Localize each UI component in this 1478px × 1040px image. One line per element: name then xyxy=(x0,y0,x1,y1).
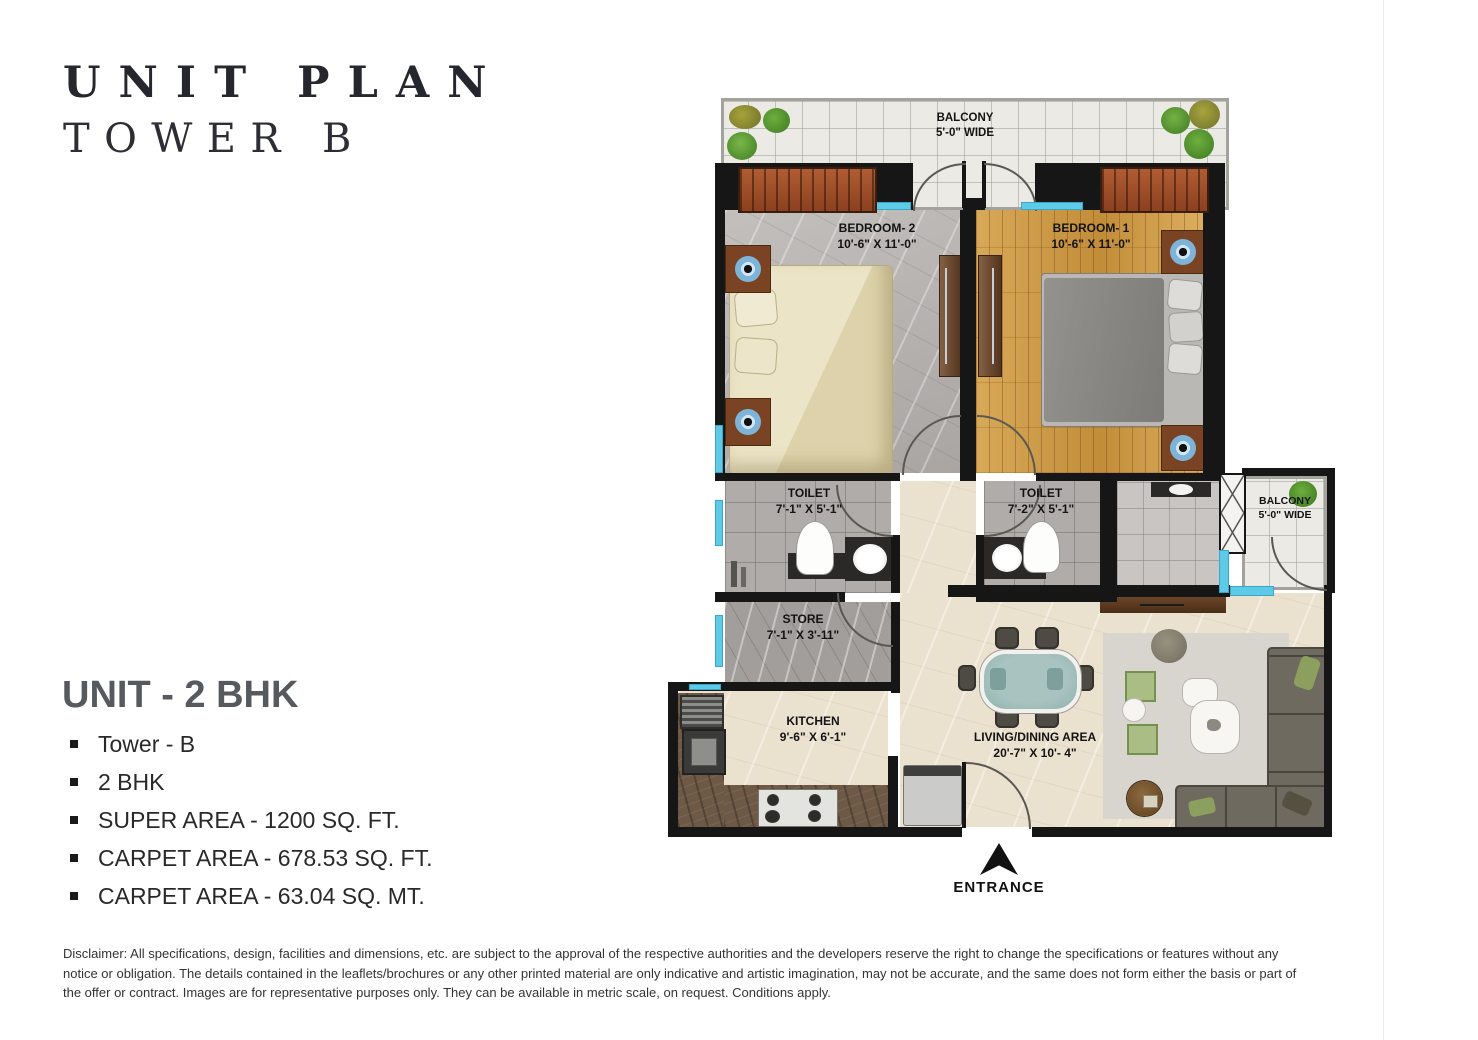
window xyxy=(1021,202,1083,210)
window xyxy=(715,500,723,546)
nightstand xyxy=(725,245,771,293)
room-dims: 5'-0" WIDE xyxy=(935,126,995,139)
washbasin xyxy=(1169,484,1193,495)
wall xyxy=(1036,473,1225,481)
decor xyxy=(1143,795,1158,808)
handle xyxy=(992,268,994,364)
nightstand xyxy=(1161,425,1205,471)
pillow xyxy=(734,288,779,328)
vanity-counter xyxy=(845,537,895,581)
dining-chair xyxy=(1035,627,1059,649)
wall xyxy=(1100,473,1117,602)
unit-heading: UNIT - 2 BHK xyxy=(62,674,299,716)
sink-bowl xyxy=(691,738,717,766)
room-dims: 7'-2" X 5'-1" xyxy=(1007,502,1075,517)
window xyxy=(689,684,721,690)
plant-icon xyxy=(727,132,757,160)
nightstand xyxy=(1161,230,1205,274)
blanket xyxy=(1044,278,1164,422)
dining-chair xyxy=(958,665,976,691)
wardrobe-divider-left xyxy=(939,255,962,377)
plant-icon xyxy=(1184,129,1214,159)
fridge xyxy=(903,765,962,826)
room-name: BEDROOM- 1 xyxy=(1052,221,1130,235)
room-label-bedroom-1 xyxy=(1051,220,1130,252)
room-dims: 5'-0" WIDE xyxy=(1258,508,1312,521)
pouf-round xyxy=(1151,629,1187,663)
speaker-icon xyxy=(1170,239,1196,265)
wardrobe-bedroom-1 xyxy=(1100,167,1209,213)
burner xyxy=(808,810,821,822)
wall xyxy=(1324,585,1332,837)
list-item-tower: Tower - B xyxy=(70,728,433,766)
cushion xyxy=(1293,655,1322,692)
wall xyxy=(715,473,900,481)
speaker-icon xyxy=(1170,435,1196,461)
washbasin xyxy=(992,544,1022,572)
pillow xyxy=(1167,278,1204,311)
room-dims: 10'-6" X 11'-0" xyxy=(837,237,917,252)
disclaimer-text: Disclaimer: All specifications, design, facilities and dimensions, etc. are subject to the approval of the respective authorities and the developers reserve the right to change the specifications or features without any notice or obligation. The details contained in the leaflets/brochures or any other printed material are only indicative and artistic imagination, may not be accurate, and the same does not form either the basis or part of the offer or contract. Images are for representative purposes only. They can be available in metric scale, on request. Conditions apply. xyxy=(63,946,1297,1000)
wall xyxy=(668,827,962,837)
place-mat xyxy=(990,668,1006,690)
room-label-balcony-top xyxy=(936,111,994,141)
page-title: UNIT PLAN xyxy=(63,58,505,108)
room-label-toilet-2 xyxy=(1008,485,1074,517)
unit-spec-list xyxy=(70,728,433,918)
room-name: BALCONY xyxy=(936,112,994,124)
toilet-fixture xyxy=(1023,521,1060,573)
passage-basin-counter xyxy=(1151,482,1211,497)
room-label-living-dining xyxy=(974,729,1096,761)
room-dims: 7'-1" X 5'-1" xyxy=(775,502,843,517)
fridge-top xyxy=(904,766,961,776)
wardrobe-bedroom-2 xyxy=(738,167,877,213)
plant-icon xyxy=(763,108,790,133)
room-label-bedroom-2 xyxy=(837,220,916,252)
room-dims: 9'-6" X 6'-1" xyxy=(779,730,847,745)
room-label-kitchen xyxy=(780,713,846,745)
room-dims: 10'-6" X 11'-0" xyxy=(1051,237,1131,252)
plant-icon xyxy=(1189,100,1220,129)
side-table-round xyxy=(1127,781,1162,816)
pouf-square xyxy=(1125,671,1156,702)
room-dims: 7'-1" X 3'-11" xyxy=(766,628,840,643)
nightstand xyxy=(725,398,771,446)
list-item-carpet-area-mt: CARPET AREA - 63.04 SQ. MT. xyxy=(70,880,433,918)
pillow xyxy=(1167,343,1203,376)
wall xyxy=(1032,827,1332,837)
pouf-square xyxy=(1127,724,1158,755)
washbasin xyxy=(853,544,887,574)
place-mat xyxy=(1047,668,1063,690)
cushion xyxy=(1188,796,1217,817)
sofa-horizontal xyxy=(1175,785,1331,831)
page-seam-line xyxy=(1383,0,1384,1040)
wall-bedroom-divider xyxy=(960,210,976,473)
dining-chair xyxy=(995,627,1019,649)
kitchen-vent xyxy=(680,695,724,729)
room-name: KITCHEN xyxy=(786,714,840,728)
wall xyxy=(715,592,845,602)
plant-icon xyxy=(1161,107,1190,134)
pillow xyxy=(734,337,778,376)
console-handle xyxy=(1140,604,1184,606)
window xyxy=(715,615,723,667)
wardrobe-divider-right xyxy=(978,255,1002,377)
plant-icon xyxy=(729,105,761,129)
page-subtitle: TOWER B xyxy=(63,116,366,162)
wall-kitchen-stub xyxy=(888,756,898,827)
list-item-carpet-area-ft: CARPET AREA - 678.53 SQ. FT. xyxy=(70,842,433,880)
shaft-icon xyxy=(1219,473,1246,554)
coffee-table-white xyxy=(1191,701,1239,753)
corridor-floor xyxy=(900,481,976,597)
room-name: BEDROOM- 2 xyxy=(838,221,916,235)
entrance-label: ENTRANCE xyxy=(953,879,1045,896)
wall xyxy=(1327,468,1335,593)
side-table-white xyxy=(1123,699,1145,721)
room-name: STORE xyxy=(782,612,824,626)
speaker-icon xyxy=(735,256,761,282)
room-label-toilet-1 xyxy=(776,485,842,517)
burner xyxy=(765,810,780,823)
room-label-store xyxy=(767,611,839,643)
kitchen-sink xyxy=(682,729,726,775)
dining-table xyxy=(980,650,1081,713)
room-name: TOILET xyxy=(1019,486,1063,500)
entrance-arrow-icon xyxy=(980,843,1018,875)
shower-icon xyxy=(731,561,737,587)
room-name: LIVING/DINING AREA xyxy=(973,730,1097,744)
burner xyxy=(767,794,779,806)
window xyxy=(1219,550,1229,593)
wall xyxy=(668,682,678,837)
wall xyxy=(960,473,976,481)
room-dims: 20'-7" X 10'- 4" xyxy=(993,746,1077,761)
wall-living-top xyxy=(948,585,1230,597)
room-name: TOILET xyxy=(787,486,831,500)
shower-icon xyxy=(741,567,746,587)
speaker-icon xyxy=(735,409,761,435)
wall xyxy=(891,535,900,593)
wall xyxy=(1242,468,1335,476)
list-item-super-area: SUPER AREA - 1200 SQ. FT. xyxy=(70,804,433,842)
decor xyxy=(1207,719,1221,731)
list-item-bhk: 2 BHK xyxy=(70,766,433,804)
bed-bedroom-1 xyxy=(1041,273,1207,427)
handle xyxy=(945,268,947,364)
toilet-fixture xyxy=(796,521,834,575)
floor-plan xyxy=(663,95,1353,910)
pillow xyxy=(1168,311,1204,343)
tv-console xyxy=(1100,597,1226,613)
burner xyxy=(809,794,821,806)
room-name: BALCONY xyxy=(1259,495,1311,507)
room-label-balcony-right xyxy=(1259,495,1312,522)
window xyxy=(1230,586,1274,596)
stove xyxy=(758,789,838,827)
cushion xyxy=(1281,790,1313,817)
window xyxy=(715,425,723,473)
